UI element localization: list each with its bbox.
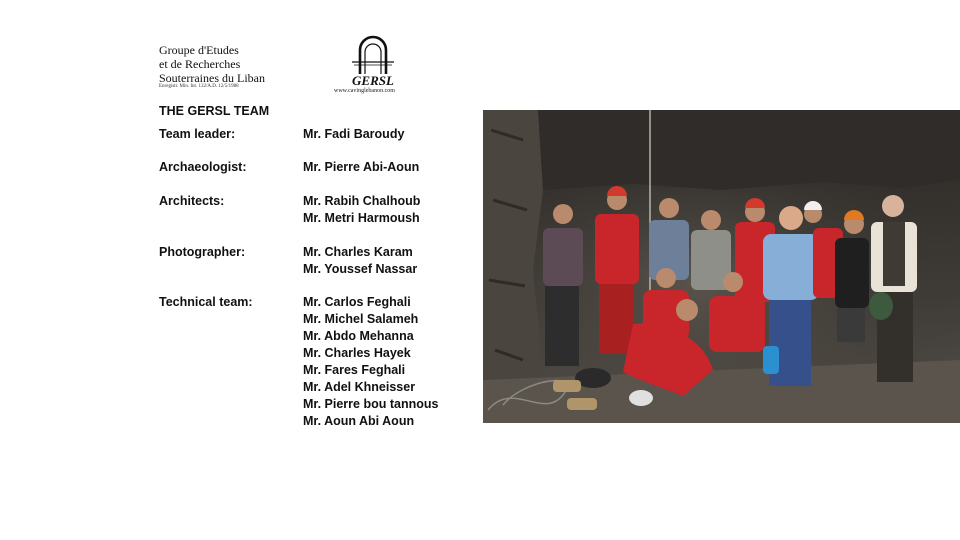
member-name: Mr. Pierre Abi-Aoun <box>303 160 420 174</box>
member-name: Mr. Charles Hayek <box>303 346 411 360</box>
gersl-logo <box>340 34 406 90</box>
org-name-line: Souterraines du Liban <box>159 71 265 85</box>
org-name-line: et de Recherches <box>159 57 241 71</box>
member-name: Mr. Michel Salameh <box>303 312 419 326</box>
member-name: Mr. Fares Feghali <box>303 363 406 377</box>
member-name: Mr. Youssef Nassar <box>303 262 418 276</box>
team-photo-illustration <box>483 110 960 423</box>
role-names <box>303 126 404 143</box>
member-name: Mr. Pierre bou tannous <box>303 397 439 411</box>
team-photo <box>483 110 960 423</box>
member-name: Mr. Adel Khneisser <box>303 380 416 394</box>
role-label: Team leader: <box>159 127 236 141</box>
role-names <box>303 159 419 176</box>
member-name: Mr. Fadi Baroudy <box>303 127 405 141</box>
member-name: Mr. Aoun Abi Aoun <box>303 414 415 428</box>
role-label: Architects: <box>159 194 225 208</box>
member-name: Mr. Rabih Chalhoub <box>303 194 421 208</box>
org-name-line: Groupe d'Etudes <box>159 43 239 57</box>
website-url: www.cavinglebanon.com <box>334 88 395 94</box>
role-names <box>303 193 420 227</box>
registration-note: Enregistr. Min. Int. 132/A.D. 12/5/1988 <box>159 84 239 89</box>
role-label: Archaeologist: <box>159 160 247 174</box>
role-label: Technical team: <box>159 295 253 309</box>
member-name: Mr. Carlos Feghali <box>303 295 411 309</box>
organization-name <box>159 43 299 85</box>
team-title: THE GERSL TEAM <box>159 104 270 118</box>
member-name: Mr. Metri Harmoush <box>303 211 420 225</box>
role-label: Photographer: <box>159 245 246 259</box>
member-name: Mr. Abdo Mehanna <box>303 329 414 343</box>
member-name: Mr. Charles Karam <box>303 245 413 259</box>
role-names <box>303 244 417 278</box>
role-names <box>303 294 438 430</box>
person-figure <box>543 204 583 366</box>
logo-wordmark: GERSL <box>352 73 394 88</box>
